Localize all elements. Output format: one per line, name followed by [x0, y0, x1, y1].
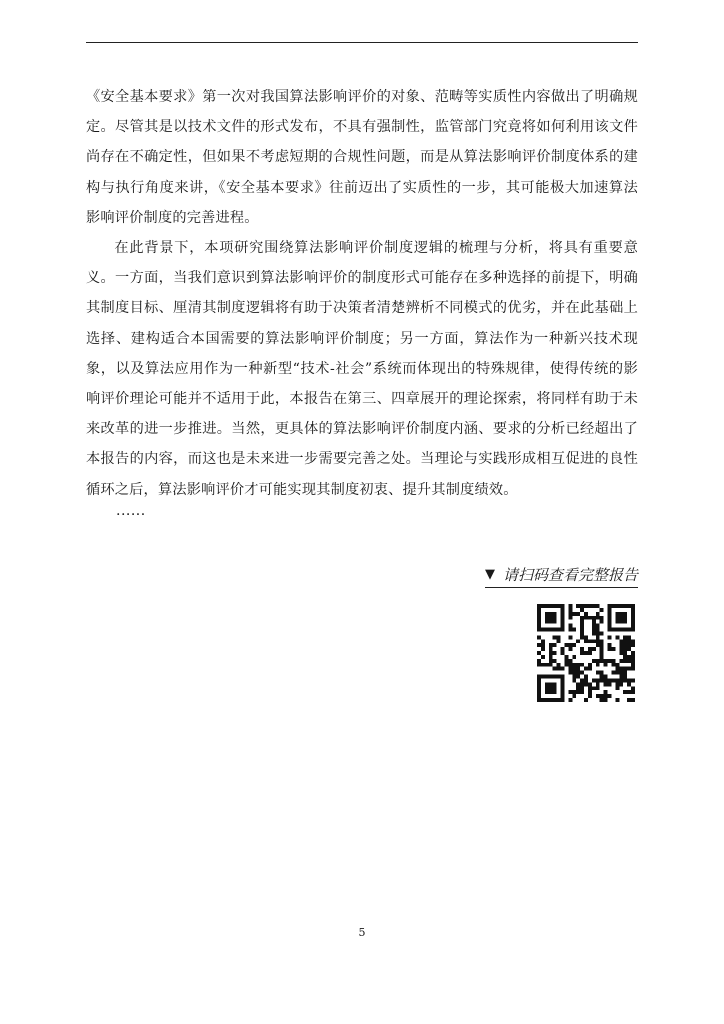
down-triangle-icon: ▼	[484, 567, 495, 582]
body-text	[86, 82, 638, 505]
paragraph-2: 在此背景下，本项研究围绕算法影响评价制度逻辑的梳理与分析，将具有重要意义。一方面，当我们意识到算法影响评价的制度形式可能存在多种选择的前提下，明确其制度目标、厘清其制度逻辑将有助于决策者清楚辨析不同模式的优劣，并在此基础上选择、建构适合本国需要的算法影响评价制度；另一方面，算法作为一种新兴技术现象，以及算法应用作为一种新型“技术-社会”系统而体现出的特殊规律，使得传统的影响评价理论可能并不适用于此，本报告在第三、四章展开的理论探索，将同样有助于未来改革的进一步推进。当然，更具体的算法影响评价制度内涵、要求的分析已经超出了本报告的内容，而这也是未来进一步需要完善之处。当理论与实践形成相互促进的良性循环之后，算法影响评价才可能实现其制度初衷、提升其制度绩效。	[86, 240, 638, 498]
header-rule	[86, 42, 638, 43]
qr-code-icon[interactable]	[537, 604, 635, 702]
page-number: 5	[358, 926, 366, 939]
ellipsis-text: ......	[116, 503, 146, 519]
scan-qr-label: 请扫码查看完整报告	[502, 566, 638, 584]
paragraph-1: 《安全基本要求》第一次对我国算法影响评价的对象、范畴等实质性内容做出了明确规定。尽管其是以技术文件的形式发布，不具有强制性，监管部门究竟将如何利用该文件尚存在不确定性，但如果不考虑短期的合规性问题，而是从算法影响评价制度体系的建构与执行角度来讲，《安全基本要求》往前迈出了实质性的一步，其可能极大加速算法影响评价制度的完善进程。	[86, 89, 638, 226]
scan-qr-prompt[interactable]	[485, 564, 638, 588]
